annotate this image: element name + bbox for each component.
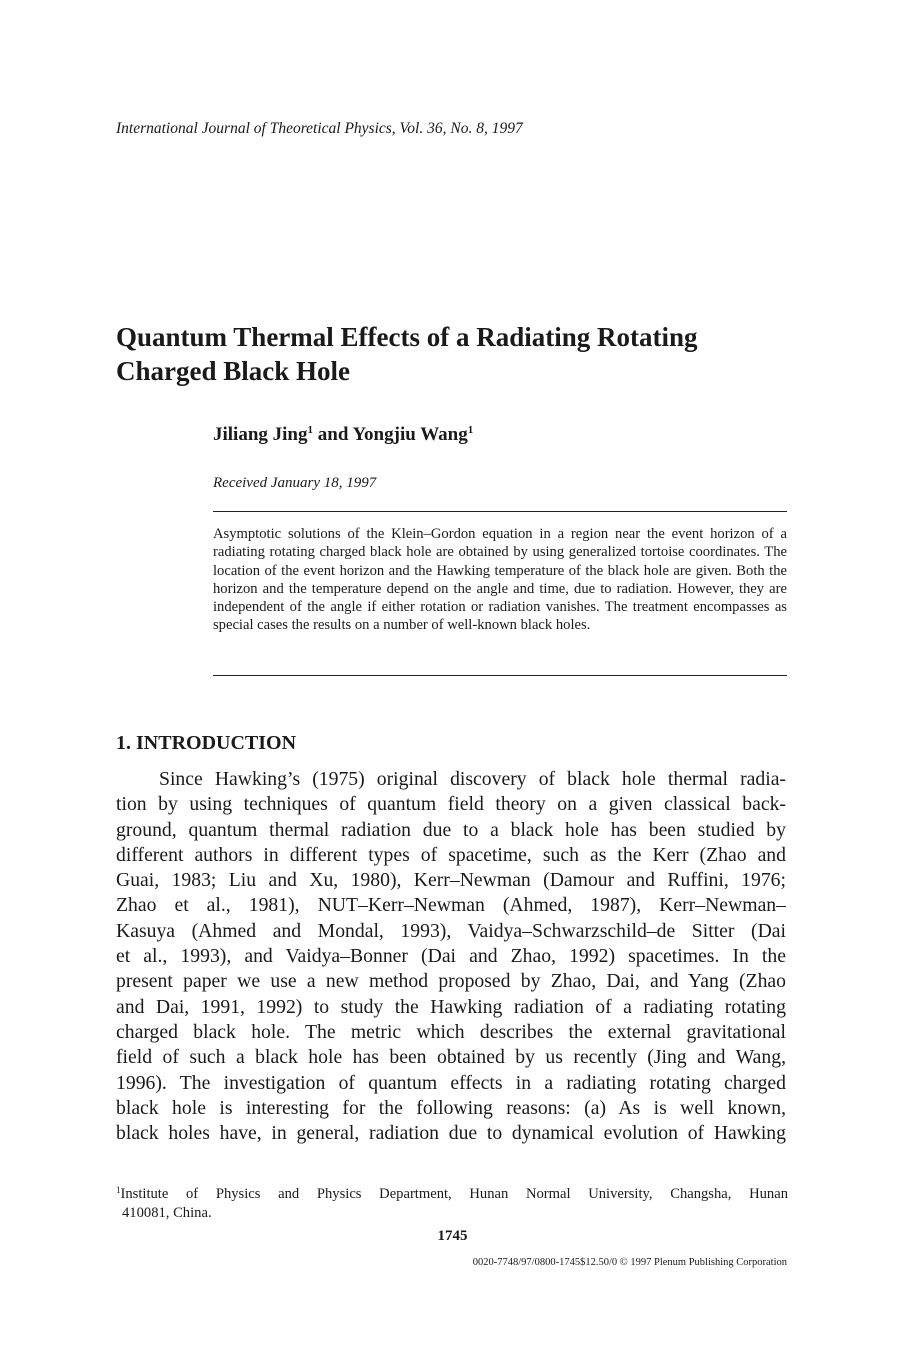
footnote-line-1 [116, 1181, 788, 1204]
paper-title [116, 320, 796, 388]
author-1-name: Jiliang Jing [213, 424, 308, 445]
journal-citation: International Journal of Theoretical Physics, Vol. 36, No. 8, 1997 [116, 120, 523, 137]
footnote-mark: 1 [116, 1185, 121, 1195]
abstract-text: Asymptotic solutions of the Klein–Gordon equation in a region near the event horizon of a radiating rotating charged black hole are obtained by using generalized tortoise coordinates. The location of the event horizon and the Hawking temperature of the black hole are given. Both the horizon and the temperature depend on the angle and time, due to radiation. However, they are independent of the angle if either rotation or radiation vanishes. The treatment encompasses as special cases the results on a number of well-known black holes. [213, 526, 787, 634]
footnote-line-2: 410081, China. [122, 1205, 212, 1221]
abstract-bottom-rule [213, 675, 787, 676]
footnote-text: Institute of Physics and Physics Department, Hunan Normal University, Changsha, Hunan [120, 1186, 788, 1202]
paper-title-line-2: Charged Black Hole [116, 356, 350, 386]
body-line: present paper we use a new method proposed by Zhao, Dai, and Yang (Zhao [116, 970, 786, 993]
body-line: and Dai, 1991, 1992) to study the Hawking radiation of a radiating rotating [116, 995, 786, 1018]
page-number: 1745 [437, 1228, 468, 1244]
body-line: tion by using techniques of quantum field theory on a given classical back- [116, 793, 786, 816]
body-line: ground, quantum thermal radiation due to a black hole has been studied by [116, 818, 786, 841]
body-line: black holes have, in general, radiation due to dynamical evolution of Hawking [116, 1122, 786, 1145]
author-2-name: Yongjiu Wang [352, 424, 468, 445]
section-heading: 1. INTRODUCTION [116, 732, 297, 754]
body-line: Since Hawking’s (1975) original discovery of black hole thermal radia- [159, 768, 786, 790]
received-date: Received January 18, 1997 [213, 475, 377, 491]
introduction-body [116, 767, 786, 1146]
body-line: Kasuya (Ahmed and Mondal, 1993), Vaidya–Schwarzschild–de Sitter (Dai [116, 919, 786, 942]
affiliation-footnote [116, 1181, 788, 1223]
abstract-top-rule [213, 511, 787, 512]
body-line: black hole is interesting for the following reasons: (a) As is well known, [116, 1096, 786, 1119]
author-conjunction: and [313, 424, 353, 445]
body-line: Zhao et al., 1981), NUT–Kerr–Newman (Ahmed, 1987), Kerr–Newman– [116, 894, 786, 917]
body-line: charged black hole. The metric which describes the external gravitational [116, 1020, 786, 1043]
body-line: et al., 1993), and Vaidya–Bonner (Dai and Zhao, 1992) spacetimes. In the [116, 945, 786, 968]
paper-title-line-1: Quantum Thermal Effects of a Radiating Rotating [116, 322, 698, 352]
author-list [213, 424, 473, 446]
body-line: Guai, 1983; Liu and Xu, 1980), Kerr–Newman (Damour and Ruffini, 1976; [116, 869, 786, 892]
body-line: field of such a black hole has been obtained by us recently (Jing and Wang, [116, 1046, 786, 1069]
copyright-line: 0020-7748/97/0800-1745$12.50/0 © 1997 Plenum Publishing Corporation [472, 1257, 787, 1268]
author-2-affiliation-mark: 1 [467, 424, 474, 436]
body-line: 1996). The investigation of quantum effects in a radiating rotating charged [116, 1071, 786, 1094]
body-line: different authors in different types of spacetime, such as the Kerr (Zhao and [116, 843, 786, 866]
author-1-affiliation-mark: 1 [307, 424, 313, 436]
